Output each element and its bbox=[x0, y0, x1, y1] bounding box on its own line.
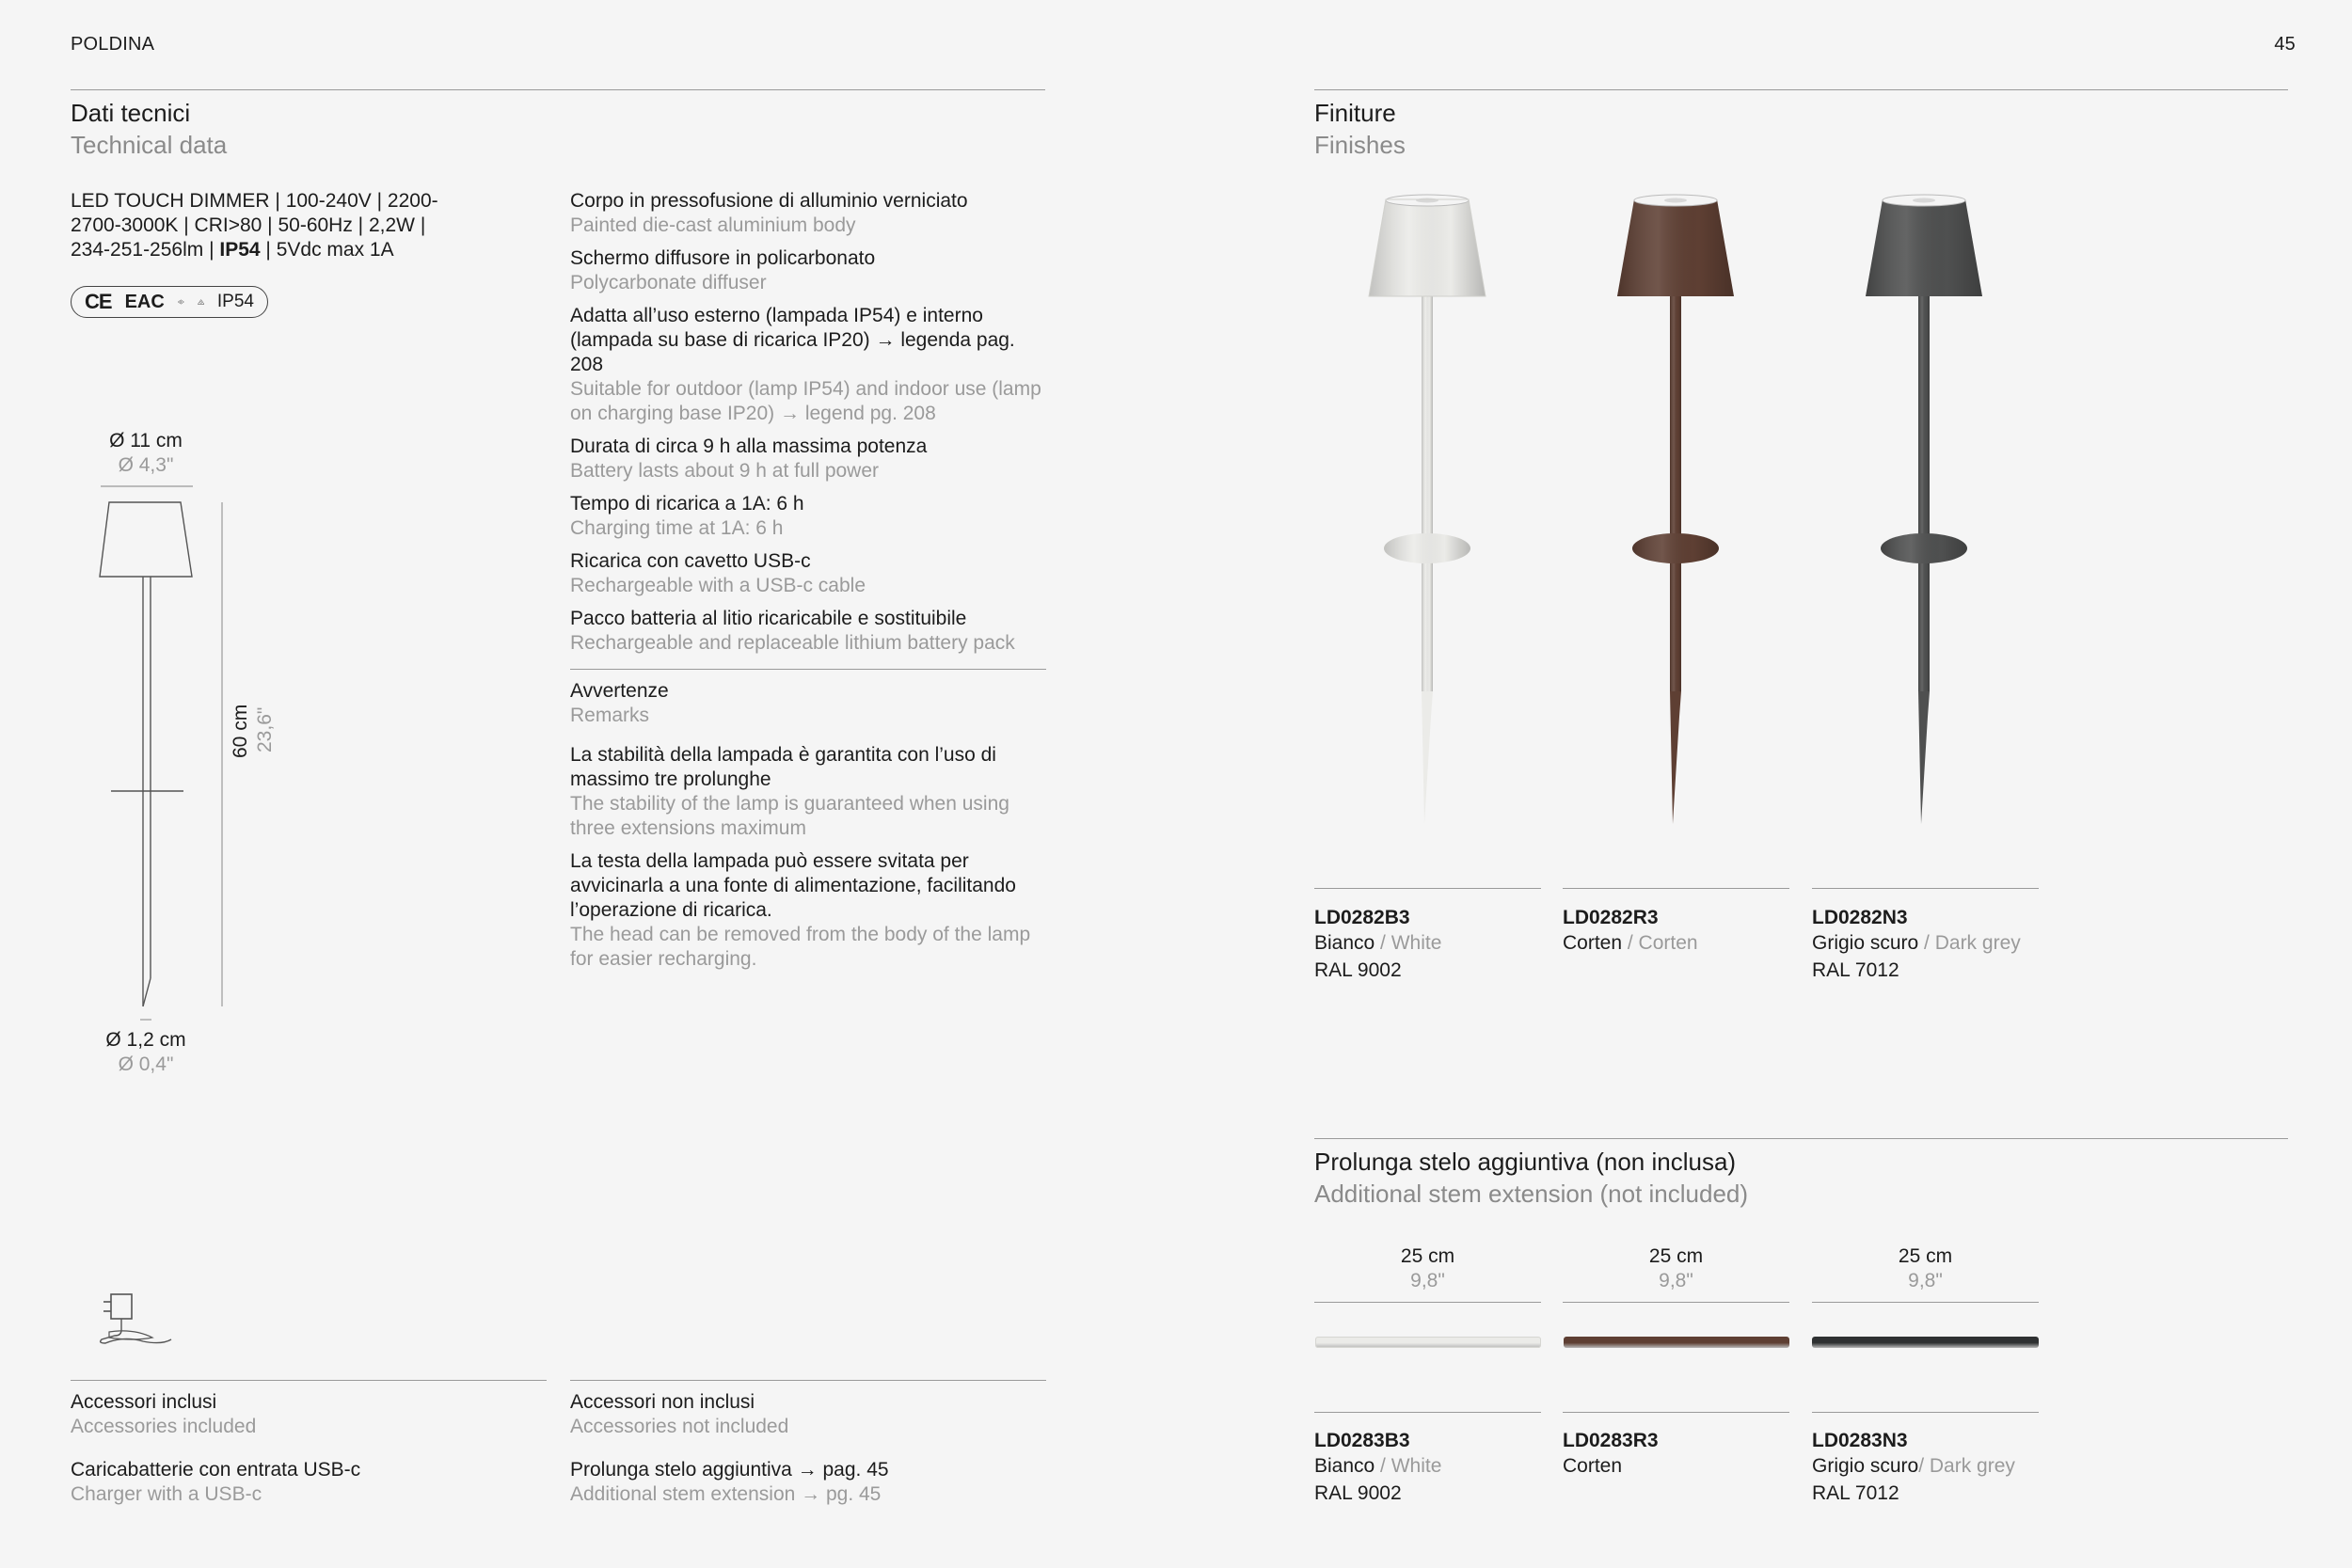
base-diameter-cm: Ø 1,2 cm bbox=[105, 1029, 186, 1051]
finish-code: LD0282R3 bbox=[1563, 907, 1659, 928]
eac-mark: EAC bbox=[124, 291, 165, 312]
divider bbox=[570, 1380, 1046, 1381]
ral-code: RAL 7012 bbox=[1812, 1482, 1899, 1504]
accessories-not-included-title: Accessori non inclusi bbox=[570, 1391, 755, 1413]
finish-code: LD0282N3 bbox=[1812, 907, 1908, 928]
feature-item: Pacco batteria al litio ricaricabile e sostituibile Rechargeable and replaceable lithium battery pack bbox=[570, 608, 1015, 654]
ral-code: RAL 9002 bbox=[1314, 1482, 1402, 1504]
specs-line: 234-251-256lm | IP54 | 5Vdc max 1A bbox=[71, 239, 394, 261]
page-number: 45 bbox=[2274, 34, 2296, 55]
feature-item: Tempo di ricarica a 1A: 6 h Charging time at 1A: 6 h bbox=[570, 493, 804, 539]
specs-line: 2700-3000K | CRI>80 | 50-60Hz | 2,2W | bbox=[71, 214, 426, 236]
accessory-link[interactable]: Prolunga stelo aggiuntiva → pag. 45 bbox=[570, 1459, 889, 1481]
warning-triangle-icon bbox=[198, 293, 204, 310]
divider bbox=[570, 669, 1046, 670]
extension-rod-dark-grey bbox=[1812, 1337, 2039, 1348]
accessories-not-included bbox=[570, 1390, 1041, 1507]
accessory-link-en[interactable]: Additional stem extension → pg. 45 bbox=[570, 1483, 882, 1505]
lamp-technical-drawing bbox=[89, 480, 240, 1025]
specs-line: LED TOUCH DIMMER | 100-240V | 2200- bbox=[71, 190, 438, 212]
extension-length: 25 cm 9,8" bbox=[1400, 1245, 1455, 1291]
divider bbox=[1314, 1302, 1541, 1303]
svg-text:III: III bbox=[180, 300, 183, 304]
finish-code: LD0282B3 bbox=[1314, 907, 1410, 928]
lamp-white-image bbox=[1369, 195, 1486, 824]
finishes-subtitle: Finishes bbox=[1314, 131, 1406, 159]
top-diameter-in: Ø 4,3" bbox=[118, 454, 174, 476]
finishes-title: Finiture bbox=[1314, 99, 1396, 127]
divider bbox=[1812, 1302, 2039, 1303]
remarks-title: Avvertenze bbox=[570, 680, 669, 702]
remarks-section bbox=[570, 679, 1050, 980]
extension-code: LD0283R3 bbox=[1563, 1430, 1659, 1451]
extension-code: LD0283N3 bbox=[1812, 1430, 1908, 1451]
finish-item: LD0282N3 Grigio scuro / Dark grey RAL 7012 bbox=[1812, 905, 2047, 983]
feature-item: Schermo diffusore in policarbonato Polycarbonate diffuser bbox=[570, 247, 876, 293]
extension-subtitle: Additional stem extension (not included) bbox=[1314, 1180, 1749, 1208]
extension-rod-white bbox=[1315, 1337, 1541, 1348]
extension-item: LD0283B3 Bianco / White RAL 9002 bbox=[1314, 1428, 1549, 1506]
divider bbox=[71, 1380, 547, 1381]
ip-rating: IP54 bbox=[216, 292, 254, 311]
product-name: POLDINA bbox=[71, 34, 155, 55]
feature-list bbox=[570, 189, 1050, 664]
technical-subtitle: Technical data bbox=[71, 131, 228, 159]
finish-item: LD0282B3 Bianco / White RAL 9002 bbox=[1314, 905, 1549, 983]
accessories-included bbox=[71, 1390, 541, 1507]
ce-mark: CE bbox=[85, 290, 112, 313]
accessories-included-title: Accessori inclusi bbox=[71, 1391, 217, 1413]
divider bbox=[1812, 1412, 2039, 1413]
extension-item: LD0283N3 Grigio scuro/ Dark grey RAL 7012 bbox=[1812, 1428, 2047, 1506]
height-cm: 60 cm bbox=[230, 704, 251, 758]
divider bbox=[1563, 1302, 1789, 1303]
feature-item: Corpo in pressofusione di alluminio verniciato Painted die-cast aluminium body bbox=[570, 190, 968, 236]
divider bbox=[1812, 888, 2039, 889]
height-in: 23,6" bbox=[254, 706, 276, 752]
feature-item: Adatta all’uso esterno (lampada IP54) e interno (lampada su base di ricarica IP20) → legenda pag. 208 Suitable for outdoor (lamp IP54) and indoor use (lamp on charging base IP20) → legend pg. 208 bbox=[570, 305, 1041, 424]
top-diameter-cm: Ø 11 cm bbox=[109, 430, 183, 451]
divider bbox=[71, 89, 1045, 90]
accessory-item: Caricabatterie con entrata USB-c bbox=[71, 1459, 361, 1481]
divider bbox=[1563, 888, 1789, 889]
extension-item: LD0283R3 Corten bbox=[1563, 1428, 1798, 1479]
extension-code: LD0283B3 bbox=[1314, 1430, 1410, 1451]
extension-length: 25 cm 9,8" bbox=[1648, 1245, 1704, 1291]
remarks-subtitle: Remarks bbox=[570, 705, 650, 726]
technical-specs bbox=[71, 189, 485, 262]
ral-code: RAL 9002 bbox=[1314, 959, 1402, 981]
accessory-item-en: Charger with a USB-c bbox=[71, 1483, 262, 1505]
accessories-not-included-subtitle: Accessories not included bbox=[570, 1416, 789, 1437]
divider bbox=[1314, 1138, 2288, 1139]
certification-badge bbox=[71, 286, 268, 318]
class-iii-icon bbox=[178, 294, 184, 309]
remark-item: La stabilità della lampada è garantita con l’uso di massimo tre prolunghe The stability of the lamp is guaranteed when using three extensions maximum bbox=[570, 744, 1009, 839]
lamp-corten-image bbox=[1617, 195, 1734, 824]
feature-item: Ricarica con cavetto USB-c Rechargeable with a USB-c cable bbox=[570, 550, 866, 596]
finish-item: LD0282R3 Corten / Corten bbox=[1563, 905, 1798, 956]
remark-item: La testa della lampada può essere svitata per avvicinarla a una fonte di alimentazione, facilitando l’operazione di ricarica. The head can be removed from the body of the lamp for easier recharging. bbox=[570, 850, 1031, 970]
extension-length: 25 cm 9,8" bbox=[1898, 1245, 1953, 1291]
divider bbox=[1314, 1412, 1541, 1413]
divider bbox=[1314, 888, 1541, 889]
finishes-products bbox=[1314, 188, 2067, 837]
divider bbox=[1314, 89, 2288, 90]
extension-rod-corten bbox=[1564, 1337, 1789, 1348]
ral-code: RAL 7012 bbox=[1812, 959, 1899, 981]
divider bbox=[1563, 1412, 1789, 1413]
feature-item: Durata di circa 9 h alla massima potenza Battery lasts about 9 h at full power bbox=[570, 436, 928, 482]
charger-icon bbox=[96, 1291, 181, 1349]
accessories-included-subtitle: Accessories included bbox=[71, 1416, 257, 1437]
technical-title: Dati tecnici bbox=[71, 99, 191, 127]
lamp-dark-grey-image bbox=[1866, 195, 1982, 824]
extension-title: Prolunga stelo aggiuntiva (non inclusa) bbox=[1314, 1148, 1737, 1176]
base-diameter-in: Ø 0,4" bbox=[118, 1053, 174, 1075]
